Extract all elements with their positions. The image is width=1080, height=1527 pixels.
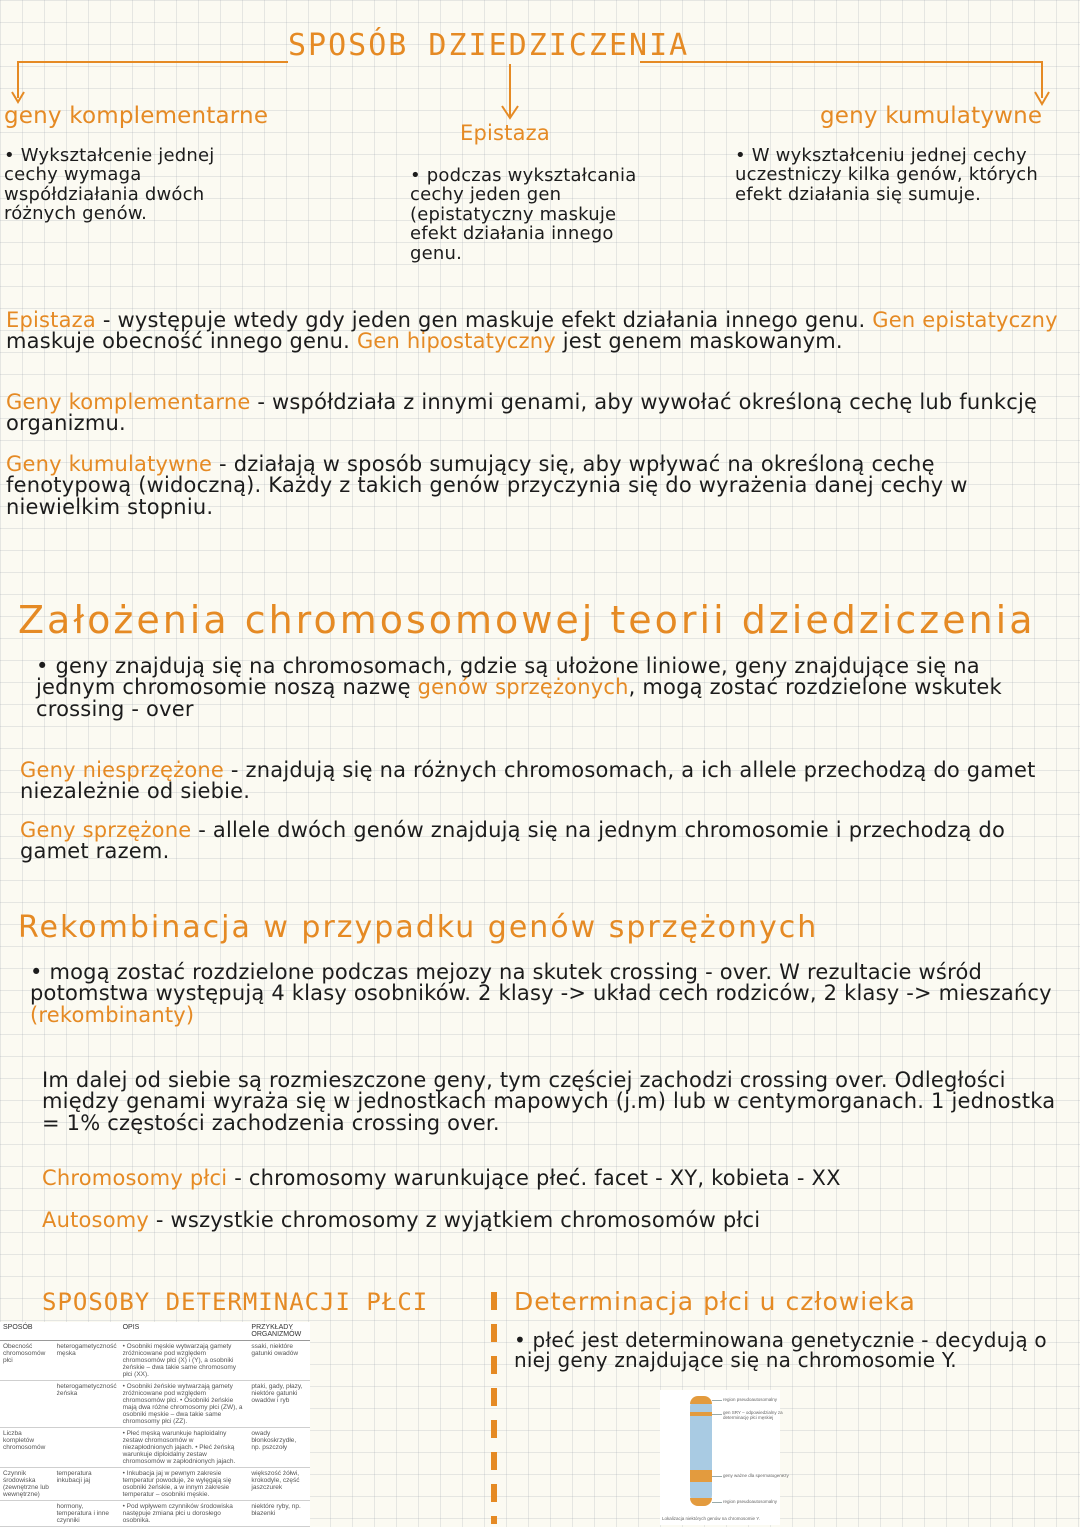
col-left-body: • Wykształcenie jednej cechy wymaga współdziałania dwóch różnych genów. xyxy=(4,145,215,225)
komplementarne-term: Geny komplementarne xyxy=(6,390,251,414)
sex-determination-heading: SPOSOBY DETERMINACJI PŁCI xyxy=(42,1288,429,1316)
epistaza-text-3: jest genem maskowanym. xyxy=(555,329,843,354)
table-cell: ptaki, gady, płazy, niektóre gatunki owadów i ryb xyxy=(248,1381,310,1428)
sex-determination-table-wrapper xyxy=(0,1322,310,1527)
spermatogenesis-band xyxy=(690,1470,712,1482)
epistaza-definition xyxy=(6,310,1066,353)
human-sex-determination-text: • płeć jest determinowana genetycznie - decydują o niej geny znajdujące się na chromosomie Y. xyxy=(514,1328,1047,1373)
table-cell xyxy=(54,1428,120,1468)
table-cell: Obecność chromosomów płci xyxy=(0,1341,54,1381)
table-cell: niektóre ryby, np. błazenki xyxy=(248,1501,310,1527)
theory-point xyxy=(36,656,1066,720)
sprzezone-term: Geny sprzężone xyxy=(20,818,192,842)
epistaza-term: Epistaza xyxy=(6,308,96,332)
epistaza-text-2: maskuje obecność innego genu. xyxy=(6,329,357,354)
sex-chromosomes-term: Chromosomy płci xyxy=(42,1166,228,1190)
y-chromosome-diagram xyxy=(660,1390,789,1525)
col-right-body: • W wykształceniu jednej cechy uczestniczy kilka genów, których efekt działania się sumuje. xyxy=(735,145,1039,205)
label-sry: gen SRY – odpowiedzialny za determinację płci męskiej xyxy=(723,1410,783,1420)
table-cell: • Inkubacja jaj w pewnym zakresie temperatur powoduje, że wylęgają się osobniki żeńskie, a w innym zakresie temperatur – osobniki męskie. xyxy=(120,1468,249,1501)
kumulatywne-text: - działają w sposób sumujący się, aby wpływać na określoną cechę fenotypową (widoczną). Każdy z takich genów przyczynia się do wyrażenia danej cechy w niewielkim stopniu. xyxy=(6,452,968,519)
recombination-point xyxy=(30,962,1070,1026)
table-cell: Liczba kompletów chromosomów xyxy=(0,1428,54,1468)
table-cell: Czynnik środowiska (zewnętrzne lub wewnętrzne) xyxy=(0,1468,54,1501)
theory-text-2: , mogą zostać rozdzielone wskutek crossing - over xyxy=(36,675,1002,721)
komplementarne-text: - współdziała z innymi genami, aby wywołać określoną cechę lub funkcję organizmu. xyxy=(6,390,1038,436)
recombination-heading: Rekombinacja w przypadku genów sprzężonych xyxy=(18,910,819,945)
table-cell: heterogametyczność żeńska xyxy=(54,1381,120,1428)
autosomes-definition xyxy=(42,1210,1062,1231)
autosomes-text: - wszystkie chromosomy z wyjątkiem chromosomów płci xyxy=(149,1208,761,1232)
sex-determination-table xyxy=(0,1322,310,1527)
col-mid-heading: Epistaza xyxy=(460,121,550,145)
table-cell: • Osobniki żeńskie wytwarzają gamety zróżnicowane pod względem chromosomów płci. • Osobniki żeńskie mają dwa różne chromosomy płci (ZW), a osobniki męskie – dwa takie same chromosomy płci (ZZ). xyxy=(120,1381,249,1428)
theory-text-1: • geny znajdują się na chromosomach, gdzie są ułożone liniowe, geny znajdujące się na jednym chromosomie noszą nazwę xyxy=(36,654,980,700)
pseudoautosomal-band-top xyxy=(690,1396,712,1404)
section-divider xyxy=(491,1292,497,1524)
niesprzezone-term: Geny niesprzężone xyxy=(20,758,225,782)
sprzezone-inline-term: genów sprzężonych xyxy=(417,675,629,700)
table-cell: większość żółwi, krokodyle, część jaszczurek xyxy=(248,1468,310,1501)
pseudoautosomal-band-bottom xyxy=(690,1498,712,1506)
col-mid-body: • podczas wykształcania cechy jeden gen (epistatyczny maskuje efekt działania innego genu. xyxy=(410,165,637,264)
table-header-cell: PRZYKŁADY ORGANIZMÓW xyxy=(248,1322,310,1341)
col-right-heading: geny kumulatywne xyxy=(820,103,1043,129)
table-cell xyxy=(0,1381,54,1428)
human-sex-determination-heading: Determinacja płci u człowieka xyxy=(514,1287,916,1316)
niesprzezone-definition xyxy=(20,760,1065,803)
table-row xyxy=(0,1468,310,1501)
niesprzezone-text: - znajdują się na różnych chromosomach, a ich allele przechodzą do gamet niezależnie od siebie. xyxy=(20,758,1036,804)
epistaza-text-1: - występuje wtedy gdy jeden gen maskuje efekt działania innego genu. xyxy=(95,308,873,332)
gen-epistatyczny-term: Gen epistatyczny xyxy=(872,308,1058,332)
rekombinanty-term: (rekombinanty) xyxy=(30,1002,195,1027)
label-pseudoautosomal-bottom: region pseudoautosomalny xyxy=(723,1499,778,1504)
table-cell: • Osobniki męskie wytwarzają gamety zróżnicowane pod względem chromosomów płci (X) i (Y), a osobniki żeńskie – dwa takie same chromosomy płci (XX). xyxy=(120,1341,249,1381)
label-spermatogenesis: geny ważne dla spermatogenezy xyxy=(723,1473,789,1478)
table-cell: hormony, temperatura i inne czynniki xyxy=(54,1501,120,1527)
gen-hipostatyczny-term: Gen hipostatyczny xyxy=(356,329,556,354)
table-cell: • Płeć męską warunkuje haploidalny zestaw chromosomów w niezapłodnionych jajach. • Płeć żeńską warunkuje diploidalny zestaw chromosomów w zapłodnionych jajach. xyxy=(120,1428,249,1468)
table-cell: heterogametyczność męska xyxy=(54,1341,120,1381)
sry-band xyxy=(690,1412,712,1416)
page-title: SPOSÓB DZIEDZICZENIA xyxy=(288,28,690,63)
sex-chromosomes-text: - chromosomy warunkujące płeć. facet - XY, kobieta - XX xyxy=(227,1166,841,1190)
table-cell: ssaki, niektóre gatunki owadów xyxy=(248,1341,310,1381)
table-header-cell: SPOSÓB xyxy=(0,1322,54,1341)
label-pseudoautosomal-top: region pseudoautosomalny xyxy=(723,1397,778,1402)
diagram-caption: Lokalizacja niektórych genów na chromosomie Y. xyxy=(662,1516,760,1521)
table-header-cell: OPIS xyxy=(120,1322,249,1341)
sex-chromosomes-definition xyxy=(42,1168,1062,1189)
col-left-heading: geny komplementarne xyxy=(4,103,269,129)
table-cell: owady błonkoskrzydłe, np. pszczoły xyxy=(248,1428,310,1468)
crossing-over-distance: Im dalej od siebie są rozmieszczone geny, tym częściej zachodzi crossing over. Odległości między genami wyraża się w jednostkach mapowych (j.m) lub w centymorganach. 1 jednostka = 1% częstości zachodzenia crossing over. xyxy=(42,1068,1056,1135)
table-cell: temperatura inkubacji jaj xyxy=(54,1468,120,1501)
kumulatywne-term: Geny kumulatywne xyxy=(6,452,213,476)
table-row xyxy=(0,1428,310,1468)
table-row xyxy=(0,1341,310,1381)
table-cell: • Pod wpływem czynników środowiska następuje zmiana płci u dorosłego osobnika. xyxy=(120,1501,249,1527)
table-row xyxy=(0,1381,310,1428)
recombination-text-1: • mogą zostać rozdzielone podczas mejozy na skutek crossing - over. W rezultacie wśród potomstwa występują 4 klasy osobników. 2 klasy -> układ cech rodziców, 2 klasy -> mieszańcy xyxy=(30,960,1052,1006)
komplementarne-definition xyxy=(6,392,1066,435)
table-cell xyxy=(0,1501,54,1527)
theory-heading: Założenia chromosomowej teorii dziedziczenia xyxy=(18,598,1036,642)
table-row xyxy=(0,1501,310,1527)
autosomes-term: Autosomy xyxy=(42,1208,150,1232)
kumulatywne-definition xyxy=(6,454,1066,518)
sprzezone-definition xyxy=(20,820,1065,863)
sprzezone-text: - allele dwóch genów znajdują się na jednym chromosomie i przechodzą do gamet razem. xyxy=(20,818,1005,864)
table-header-cell xyxy=(54,1322,120,1341)
